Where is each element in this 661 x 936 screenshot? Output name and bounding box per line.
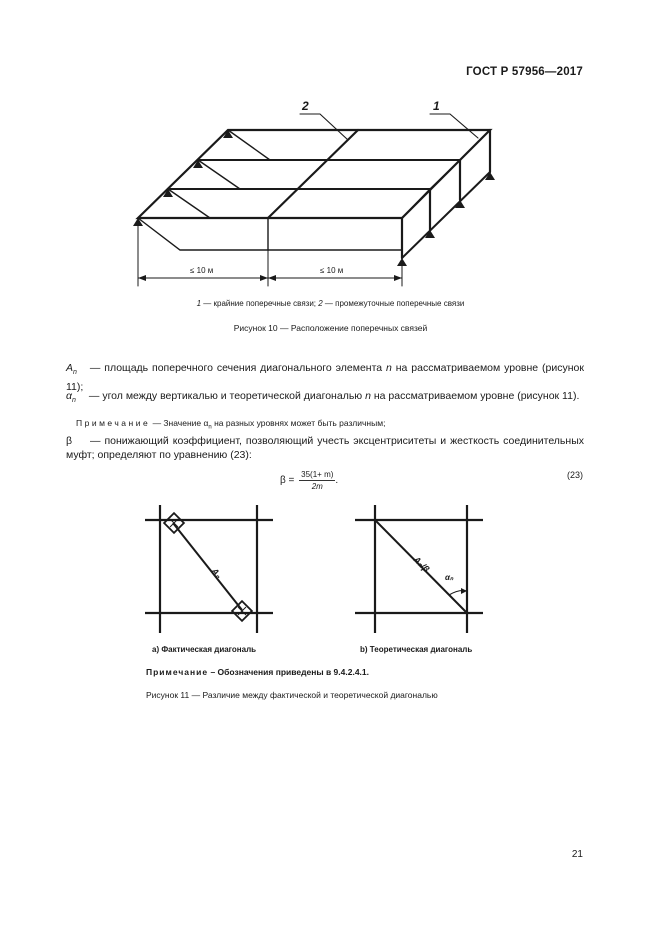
- label-2: 2: [302, 99, 309, 113]
- definition-An: $A_n$ — площадь поперечного сечения диагонального элемента n на рассматриваемом уровне (рисунок 11);: [66, 362, 584, 394]
- formula-23: β = $\frac{35(1+ m)}{2m}$ .: [280, 470, 339, 491]
- label-An: Aₙ: [209, 566, 224, 581]
- label-alpha: αₙ: [445, 573, 454, 582]
- caption-actual-diagonal: a) Фактическая диагональ: [152, 645, 257, 654]
- caption-theoretical-diagonal: b) Теоретическая диагональ: [360, 645, 473, 654]
- leader-line-1: [430, 114, 478, 138]
- label-An-beta: Aₙ/β: [411, 554, 432, 575]
- figure-11-title: Рисунок 11 — Различие между фактической и теоретической диагональю: [146, 690, 438, 700]
- dimension-right-label: ≤ 10 м: [320, 266, 344, 275]
- figure-11b-diagram: [355, 505, 485, 635]
- diagonal-brace: [228, 130, 358, 160]
- figure-10-legend: 1 — крайние поперечные связи; 2 — промежуточные поперечные связи: [196, 299, 465, 308]
- document-standard-header: ГОСТ Р 57956—2017: [466, 66, 583, 78]
- leader-line-2: [300, 114, 348, 140]
- definition-alpha: $\alpha_n$ — угол между вертикалью и теоретической диагональю n на рассматриваемом уровне (рисунок 11).: [66, 390, 580, 405]
- page-number: 21: [571, 849, 583, 860]
- figure-11-note: Примечание – Обозначения приведены в 9.4.2.4.1.: [146, 667, 370, 677]
- dimension-left-label: ≤ 10 м: [190, 266, 214, 275]
- equation-number: (23): [566, 470, 583, 480]
- figure-11a-diagram: [145, 505, 275, 635]
- figure-10-diagram: [120, 90, 520, 290]
- dimension-arrow: [138, 275, 146, 281]
- label-1: 1: [433, 99, 440, 113]
- definition-beta: β — понижающий коэффициент, позволяющий учесть эксцентриситеты и жесткость соединительных муфт; определяют по уравнению (23):: [66, 435, 584, 461]
- middle-division-line: [268, 130, 358, 218]
- figure-10-title: Рисунок 10 — Расположение поперечных связей: [233, 323, 428, 333]
- note-alpha: Примечание — Значение $\alpha_n$ на разных уровнях может быть различным;: [76, 418, 386, 431]
